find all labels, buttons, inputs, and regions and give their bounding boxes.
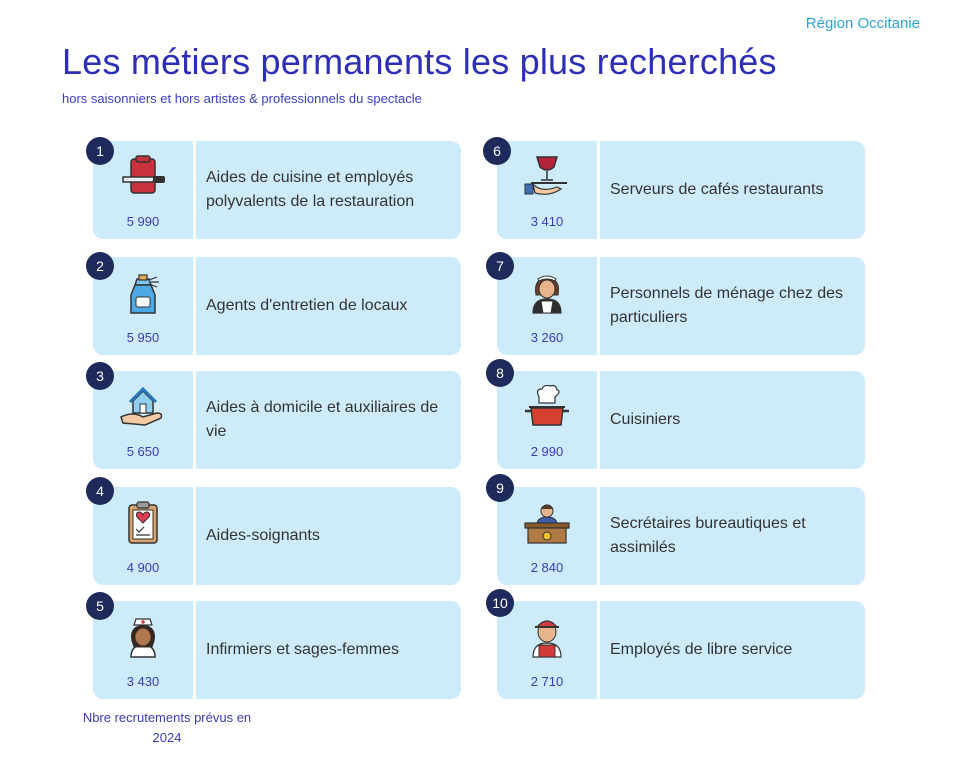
job-card-4 (93, 487, 461, 585)
nurse-icon (119, 613, 167, 661)
job-count: 2 710 (530, 674, 564, 689)
footnote: Nbre recrutements prévus en 2024 (82, 710, 252, 745)
job-card-6 (497, 141, 865, 239)
job-label: Personnels de ménage chez des particuliers (610, 285, 844, 326)
job-label: Cuisiniers (610, 411, 681, 428)
job-card-3 (93, 371, 461, 469)
job-card-9 (497, 487, 865, 585)
rank-badge: 5 (86, 592, 114, 620)
job-label: Infirmiers et sages-femmes (206, 641, 399, 658)
rank-badge: 4 (86, 477, 114, 505)
page-title: Les métiers permanents les plus recherchés (62, 41, 777, 82)
job-count: 2 990 (530, 444, 564, 459)
kitchen-knife-icon (119, 153, 167, 201)
job-count: 3 430 (126, 674, 160, 689)
job-label: Aides à domicile et auxiliaires de vie (206, 399, 439, 440)
housekeeper-icon (523, 269, 571, 317)
region-label: Région Occitanie (805, 15, 920, 32)
job-count: 3 260 (530, 330, 564, 345)
job-count: 3 410 (530, 214, 564, 229)
job-count: 2 840 (530, 560, 564, 575)
job-card-5 (93, 601, 461, 699)
job-count: 5 950 (126, 330, 160, 345)
job-card-8 (497, 371, 865, 469)
rank-badge: 1 (86, 137, 114, 165)
job-card-2 (93, 257, 461, 355)
rank-badge: 3 (86, 362, 114, 390)
rank-badge: 2 (86, 252, 114, 280)
job-card-1 (93, 141, 461, 239)
page-subtitle: hors saisonniers et hors artistes & professionnels du spectacle (62, 91, 422, 106)
medical-clipboard-icon (119, 499, 167, 547)
house-in-hand-icon (119, 383, 167, 431)
job-card-10 (497, 601, 865, 699)
wine-glass-tray-icon (523, 153, 571, 201)
cooking-pot-icon (523, 383, 571, 431)
job-label: Secrétaires bureautiques et assimilés (610, 515, 806, 556)
rank-badge: 10 (486, 589, 514, 617)
store-clerk-icon (523, 613, 571, 661)
spray-bottle-icon (119, 269, 167, 317)
rank-badge: 8 (486, 359, 514, 387)
job-count: 4 900 (126, 560, 160, 575)
job-card-7 (497, 257, 865, 355)
job-label: Employés de libre service (610, 641, 793, 658)
job-label: Agents d'entretien de locaux (206, 297, 408, 314)
job-label: Serveurs de cafés restaurants (610, 181, 824, 198)
reception-desk-icon (523, 499, 571, 547)
job-count: 5 650 (126, 444, 160, 459)
rank-badge: 7 (486, 252, 514, 280)
job-label: Aides de cuisine et employés polyvalents de la restauration (206, 169, 415, 210)
job-label: Aides-soignants (206, 527, 320, 544)
rank-badge: 6 (483, 137, 511, 165)
rank-badge: 9 (486, 474, 514, 502)
job-count: 5 990 (126, 214, 160, 229)
